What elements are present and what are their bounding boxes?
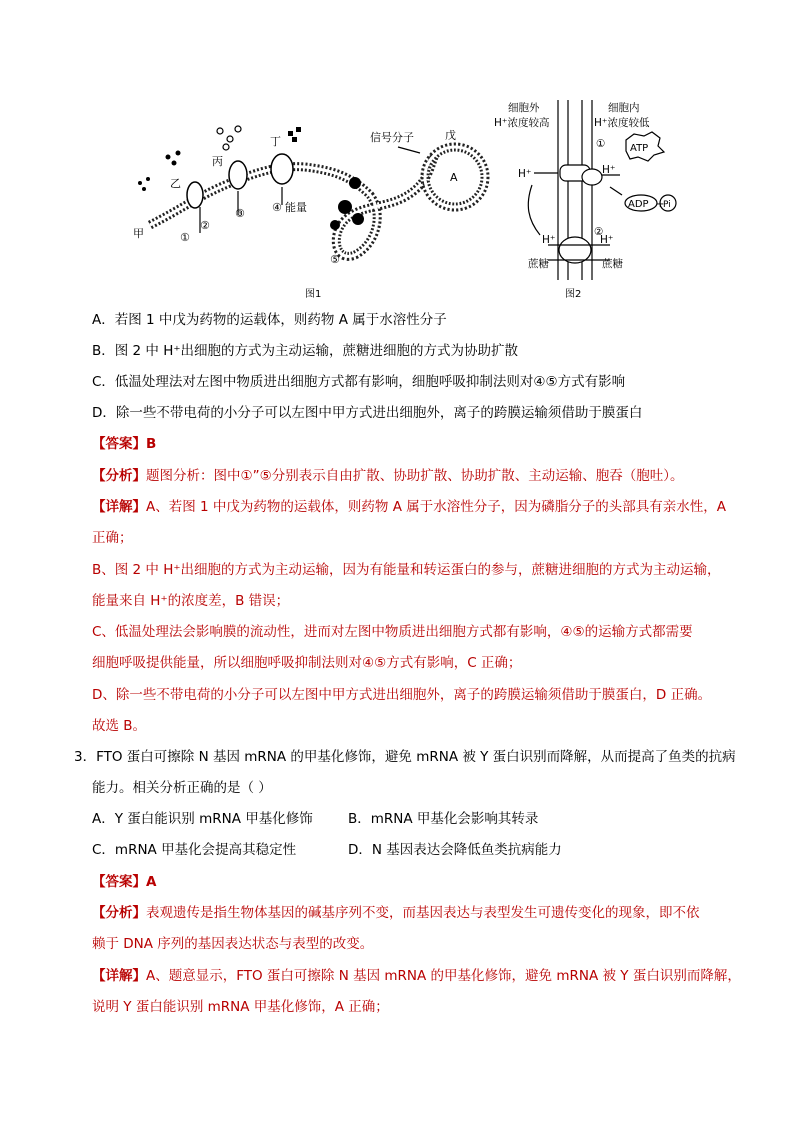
q2-analysis	[92, 466, 683, 486]
q3-answer-value: A	[146, 874, 157, 890]
fig2-inside-1: 细胞内	[608, 102, 640, 114]
q2-answer	[92, 434, 156, 454]
fig2-h-left2: H⁺	[542, 234, 556, 246]
fig2-c1: ①	[596, 138, 606, 150]
fig1-caption: 图1	[305, 289, 322, 300]
fig2-caption: 图2	[565, 289, 582, 300]
q2-detail-tag: 【详解】	[92, 499, 146, 515]
fig1-label-yi: 乙	[170, 177, 181, 190]
q3-detail-line-1	[92, 966, 741, 986]
q3-stem-1: 3．FTO 蛋白可擦除 N 基因 mRNA 的甲基化修饰，避免 mRNA 被 Y 蛋白识别而降解，从而提高了鱼类的抗病	[74, 749, 736, 765]
fig2-outside-2: H⁺浓度较高	[494, 117, 550, 129]
fig2-outside-1: 细胞外	[508, 102, 540, 114]
q2-analysis-tag: 【分析】	[92, 468, 146, 484]
q3-answer	[92, 872, 156, 892]
q3-analysis-tag: 【分析】	[92, 905, 146, 921]
q2-detail-line-1	[92, 497, 726, 517]
fig1-label-A: A	[450, 171, 458, 184]
q3-answer-tag: 【答案】	[92, 874, 146, 890]
q2-detail-1: A、若图 1 中戊为药物的运载体，则药物 A 属于水溶性分子，因为磷脂分子的头部具有亲水性，A	[146, 499, 726, 515]
fig1-label-energy: 能量	[285, 201, 307, 214]
fig1-label-c4: ④	[272, 201, 282, 214]
fig2-h-in: H⁺	[602, 164, 616, 176]
fig1-label-ding: 丁	[270, 135, 281, 148]
fig2-sucrose-left: 蔗糖	[528, 258, 549, 270]
q3-option-a: A．Y 蛋白能识别 mRNA 甲基化修饰	[92, 811, 313, 827]
q3-option-b: B．mRNA 甲基化会影响其转录	[348, 811, 539, 827]
fig1-label-c5: ⑤	[330, 253, 340, 266]
fig2-pi: Pi	[663, 200, 671, 210]
q2-detail-4: 能量来自 H⁺的浓度差，B 错误；	[92, 593, 290, 609]
fig1-label-jia: 甲	[133, 227, 144, 240]
q3-stem-2: 能力。相关分析正确的是（ ）	[92, 780, 272, 796]
figure-1	[138, 126, 485, 256]
fig2-plus: +	[656, 199, 665, 210]
q3-analysis-1: 表观遗传是指生物体基因的碱基序列不变，而基因表达与表型发生可遗传变化的现象，即不依	[146, 905, 700, 921]
q2-option-b: B．图 2 中 H⁺出细胞的方式为主动运输，蔗糖进细胞的方式为协助扩散	[92, 343, 519, 359]
q2-detail-7: D、除一些不带电荷的小分子可以左图中甲方式进出细胞外，离子的跨膜运输须借助于膜蛋白，D 正确。	[92, 687, 712, 703]
q2-analysis-text: 题图分析：图中①”⑤分别表示自由扩散、协助扩散、协助扩散、主动运输、胞吞（胞吐）。	[146, 468, 684, 484]
q2-detail-6: 细胞呼吸提供能量，所以细胞呼吸抑制法则对④⑤方式有影响，C 正确；	[92, 655, 522, 671]
q3-option-d: D．N 基因表达会降低鱼类抗病能力	[348, 842, 562, 858]
fig2-atp: ATP	[630, 143, 649, 154]
fig2-adp: ADP	[628, 199, 649, 210]
q2-answer-tag: 【答案】	[92, 436, 146, 452]
fig2-h-right2: H⁺	[600, 234, 614, 246]
q2-detail-2: 正确；	[92, 530, 133, 546]
q2-answer-value: B	[146, 436, 157, 452]
q2-option-a: A．若图 1 中戊为药物的运载体，则药物 A 属于水溶性分子	[92, 312, 447, 328]
figure-1-labels	[133, 128, 458, 300]
fig1-label-c3: ③	[235, 207, 245, 220]
q3-option-c: C．mRNA 甲基化会提高其稳定性	[92, 842, 297, 858]
q2-option-c: C．低温处理法对左图中物质进出细胞方式都有影响，细胞呼吸抑制法则对④⑤方式有影响	[92, 374, 626, 390]
fig2-inside-2: H⁺浓度较低	[594, 117, 650, 129]
fig1-label-c2: ②	[200, 219, 210, 232]
q3-detail-2: 说明 Y 蛋白能识别 mRNA 甲基化修饰，A 正确；	[92, 999, 389, 1015]
q3-detail-1: A、题意显示，FTO 蛋白可擦除 N 基因 mRNA 的甲基化修饰，避免 mRNA 被 Y 蛋白识别而降解，	[146, 968, 741, 984]
fig1-label-wu: 戊	[445, 129, 456, 142]
q2-detail-8: 故选 B。	[92, 718, 147, 734]
fig1-label-bing: 丙	[212, 155, 223, 168]
q3-analysis-2: 赖于 DNA 序列的基因表达状态与表型的改变。	[92, 936, 374, 952]
q3-analysis-line-1	[92, 903, 700, 923]
fig2-h-out: H⁺	[518, 168, 532, 180]
fig1-label-c1: ①	[180, 231, 190, 244]
figure-area	[130, 95, 671, 305]
q2-detail-3: B、图 2 中 H⁺出细胞的方式为主动运输，因为有能量和转运蛋白的参与，蔗糖进细胞的方式为主动运输，	[92, 562, 721, 578]
q2-detail-5: C、低温处理法会影响膜的流动性，进而对左图中物质进出细胞方式都有影响，④⑤的运输方式都需要	[92, 624, 693, 640]
fig2-sucrose-right: 蔗糖	[602, 258, 623, 270]
q2-option-d: D．除一些不带电荷的小分子可以左图中甲方式进出细胞外，离子的跨膜运输须借助于膜蛋白	[92, 405, 643, 421]
fig2-c2: ②	[594, 226, 604, 238]
q3-detail-tag: 【详解】	[92, 968, 146, 984]
fig1-label-signal: 信号分子	[370, 131, 414, 144]
